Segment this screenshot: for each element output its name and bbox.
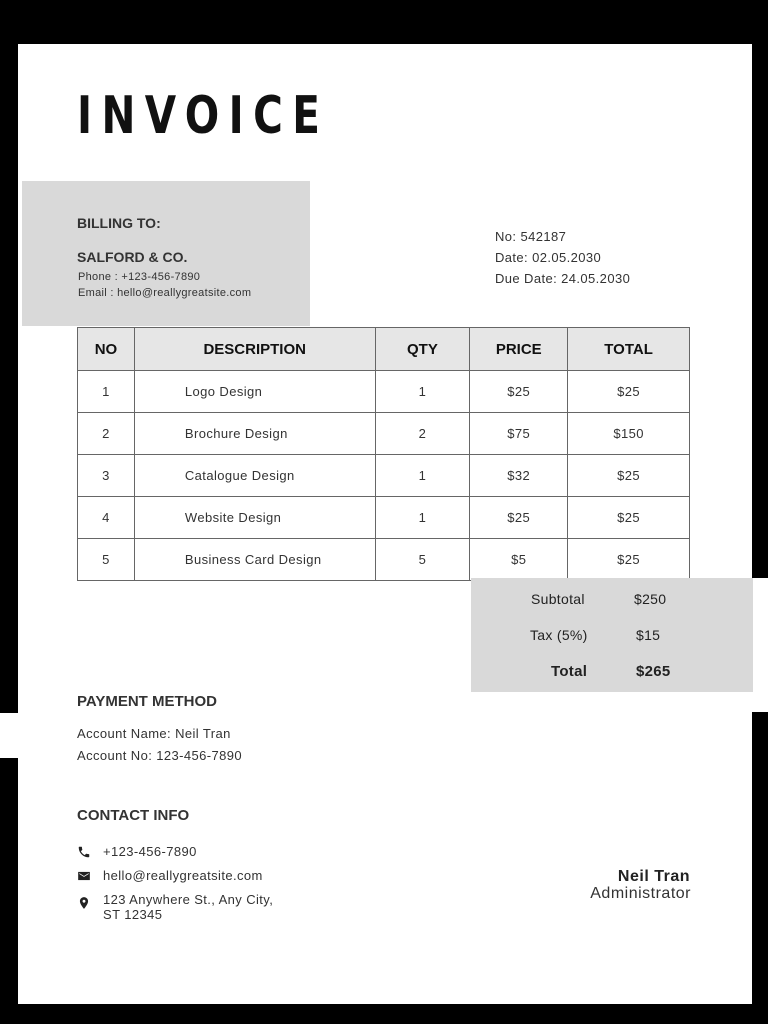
cell-price: $25 (470, 371, 568, 413)
subtotal-label: Subtotal (531, 591, 585, 607)
summary-box (471, 578, 753, 692)
cell-price: $5 (470, 539, 568, 581)
invoice-title: INVOICE (77, 86, 330, 146)
cell-qty: 2 (375, 413, 470, 455)
tax-value: $15 (636, 627, 661, 643)
header-description: DESCRIPTION (134, 328, 375, 371)
cell-description: Catalogue Design (134, 455, 375, 497)
table-row (78, 539, 690, 581)
cell-total: $150 (568, 413, 690, 455)
header-total: TOTAL (568, 328, 690, 371)
location-pin-icon (77, 896, 91, 910)
address-line-1: 123 Anywhere St., Any City, (103, 892, 274, 907)
invoice-due-date: Due Date: 24.05.2030 (495, 271, 631, 286)
table-row (78, 371, 690, 413)
tax-label: Tax (5%) (530, 627, 588, 643)
address-line-2: ST 12345 (103, 907, 163, 922)
contact-email-text: hello@reallygreatsite.com (103, 868, 263, 883)
cell-total: $25 (568, 497, 690, 539)
table-header-row (78, 328, 690, 371)
subtotal-value: $250 (634, 591, 667, 607)
cell-price: $75 (470, 413, 568, 455)
payment-heading: PAYMENT METHOD (77, 693, 218, 710)
billing-email: Email : hello@reallygreatsite.com (78, 287, 252, 299)
phone-icon (77, 845, 91, 859)
account-name: Account Name: Neil Tran (77, 726, 231, 741)
signatory-role: Administrator (590, 885, 691, 902)
cell-total: $25 (568, 371, 690, 413)
total-value: $265 (636, 663, 671, 680)
contact-heading: CONTACT INFO (77, 807, 190, 824)
header-no: NO (78, 328, 135, 371)
contact-address (77, 892, 273, 922)
signatory-name: Neil Tran (617, 868, 690, 885)
table-row (78, 413, 690, 455)
sheet-edge (752, 578, 768, 712)
header-price: PRICE (470, 328, 568, 371)
billing-heading: BILLING TO: (77, 215, 161, 231)
cell-no: 3 (78, 455, 135, 497)
cell-description: Business Card Design (134, 539, 375, 581)
cell-price: $25 (470, 497, 568, 539)
account-number: Account No: 123-456-7890 (77, 748, 242, 763)
cell-no: 5 (78, 539, 135, 581)
header-qty: QTY (375, 328, 470, 371)
cell-total: $25 (568, 539, 690, 581)
invoice-number: No: 542187 (495, 229, 567, 244)
contact-phone (77, 844, 197, 859)
cell-no: 4 (78, 497, 135, 539)
mail-icon (77, 869, 91, 883)
cell-description: Website Design (134, 497, 375, 539)
cell-qty: 1 (375, 371, 470, 413)
cell-no: 2 (78, 413, 135, 455)
cell-description: Brochure Design (134, 413, 375, 455)
cell-qty: 1 (375, 497, 470, 539)
table-row (78, 497, 690, 539)
total-label: Total (551, 663, 588, 680)
table-row (78, 455, 690, 497)
cell-description: Logo Design (134, 371, 375, 413)
cell-no: 1 (78, 371, 135, 413)
items-table (77, 327, 690, 581)
billing-phone: Phone : +123-456-7890 (78, 271, 201, 283)
billing-company: SALFORD & CO. (77, 249, 188, 265)
address-text (103, 892, 273, 922)
contact-phone-text: +123-456-7890 (103, 844, 197, 859)
contact-email (77, 868, 263, 883)
invoice-date: Date: 02.05.2030 (495, 250, 602, 265)
cell-qty: 5 (375, 539, 470, 581)
sheet-edge (0, 713, 18, 758)
cell-total: $25 (568, 455, 690, 497)
cell-qty: 1 (375, 455, 470, 497)
cell-price: $32 (470, 455, 568, 497)
